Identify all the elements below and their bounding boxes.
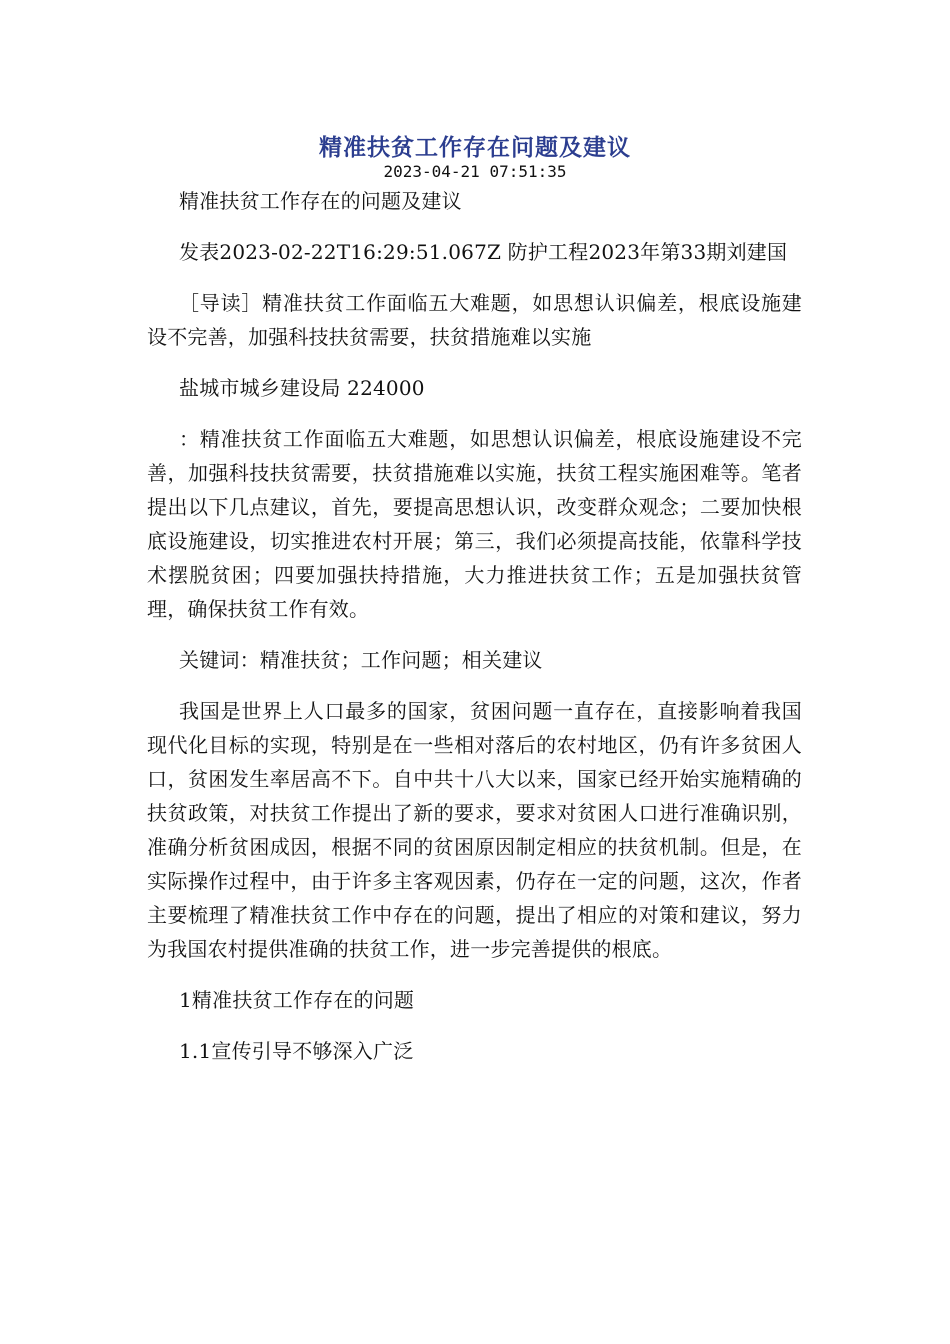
section-heading: 1精准扶贫工作存在的问题 bbox=[179, 988, 415, 1012]
paragraph-intro: ［导读］精准扶贫工作面临五大难题，如思想认识偏差，根底设施建设不完善，加强科技扶贫需要，扶贫措施难以实施 bbox=[147, 291, 802, 349]
publish-date: 2023-04-21 07:51:35 bbox=[383, 162, 567, 181]
paragraph-body: 我国是世界上人口最多的国家，贫困问题一直存在，直接影响着我国现代化目标的实现，特别是在一些相对落后的农村地区，仍有许多贫困人口，贫困发生率居高不下。自中共十八大以来，国家已经开始实施精确的扶贫政策，对扶贫工作提出了新的要求，要求对贫困人口进行准确识别，准确分析贫困成因，根据不同的贫困原因制定相应的扶贫机制。但是，在实际操作过程中，由于许多主客观因素，仍存在一定的问题，这次，作者主要梳理了精准扶贫工作中存在的问题，提出了相应的对策和建议，努力为我国农村提供准确的扶贫工作，进一步完善提供的根底。 bbox=[147, 699, 802, 961]
paragraph-subtitle: 精准扶贫工作存在的问题及建议 bbox=[179, 189, 462, 213]
paragraph-abstract: ：精准扶贫工作面临五大难题，如思想认识偏差，根底设施建设不完善，加强科技扶贫需要，扶贫措施难以实施，扶贫工程实施困难等。笔者提出以下几点建议，首先，要提高思想认识，改变群众观念；二要加快根底设施建设，切实推进农村开展；第三，我们必须提高技能，依靠科学技术摆脱贫困；四要加强扶持措施，大力推进扶贫工作；五是加强扶贫管理，确保扶贫工作有效。 bbox=[147, 427, 802, 621]
document-body bbox=[147, 184, 802, 1085]
paragraph-affiliation: 盐城市城乡建设局 224000 bbox=[179, 376, 425, 400]
paragraph-keywords: 关键词：精准扶贫；工作问题；相关建议 bbox=[179, 648, 543, 672]
document-title: 精准扶贫工作存在问题及建议 bbox=[319, 135, 631, 161]
subsection-heading: 1.1宣传引导不够深入广泛 bbox=[179, 1039, 414, 1063]
paragraph-publication-info: 发表2023-02-22T16:29:51.067Z 防护工程2023年第33期刘建国 bbox=[179, 240, 788, 264]
